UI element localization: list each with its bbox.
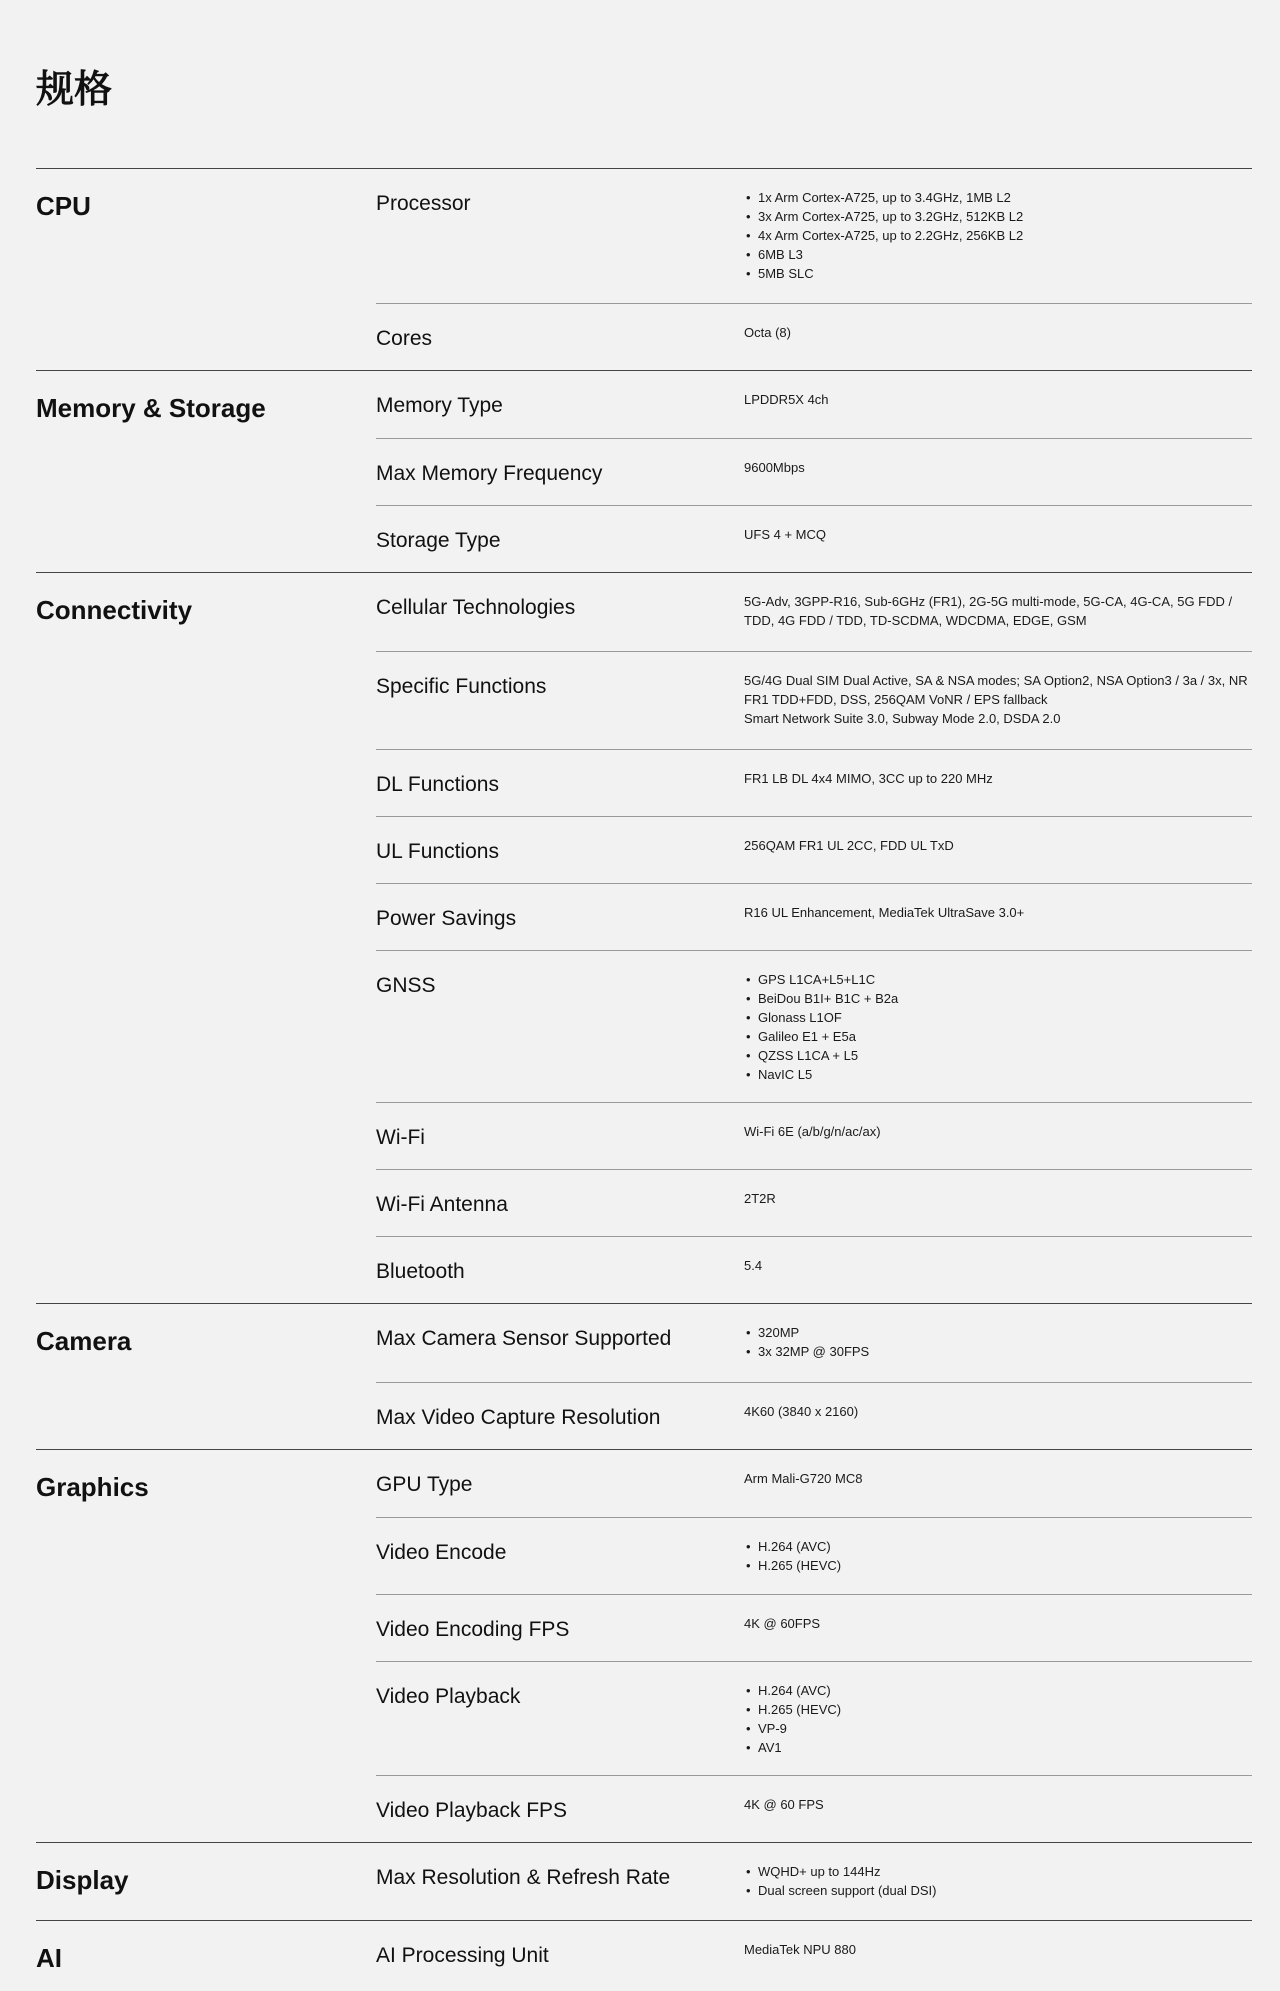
spec-value — [744, 1121, 1252, 1169]
spec-value — [744, 1613, 1252, 1661]
spec-value-item: • H.265 (HEVC) — [744, 1700, 1252, 1719]
section-graphics — [36, 1449, 1252, 1842]
spec-value-list — [744, 970, 1252, 1084]
spec-row-video-encode — [376, 1517, 1252, 1594]
spec-value-item: • Dual screen support (dual DSI) — [744, 1881, 1252, 1900]
spec-label: UL Functions — [376, 840, 499, 863]
spec-value — [744, 768, 1252, 816]
spec-label: Max Memory Frequency — [376, 462, 603, 485]
section-camera — [36, 1303, 1252, 1449]
spec-label: Video Encode — [376, 1541, 507, 1564]
spec-value-item: • 3x 32MP @ 30FPS — [744, 1342, 1252, 1361]
spec-rows — [376, 169, 1252, 370]
section-title: Display — [36, 1865, 129, 1895]
spec-value-item: • H.264 (AVC) — [744, 1537, 1252, 1556]
section-title: Connectivity — [36, 595, 193, 625]
spec-value-text: 4K @ 60FPS — [744, 1616, 821, 1631]
spec-label: Max Camera Sensor Supported — [376, 1327, 672, 1350]
spec-value-item: • H.264 (AVC) — [744, 1681, 1252, 1700]
spec-label: DL Functions — [376, 773, 499, 796]
spec-value-text: 4K @ 60 FPS — [744, 1797, 824, 1812]
spec-row-wi-fi — [376, 1102, 1252, 1169]
spec-row-video-playback — [376, 1661, 1252, 1775]
spec-row-processor — [376, 169, 1252, 303]
spec-value-list — [744, 188, 1252, 283]
spec-value-text: MediaTek NPU 880 — [744, 1942, 856, 1957]
spec-value — [744, 1939, 1252, 1991]
spec-value-text: Smart Network Suite 3.0, Subway Mode 2.0, DSDA 2.0 — [744, 711, 1061, 726]
spec-label: Memory Type — [376, 394, 503, 417]
spec-label: GPU Type — [376, 1473, 473, 1496]
spec-value — [744, 1188, 1252, 1236]
spec-value-item: • GPS L1CA+L5+L1C — [744, 970, 1252, 989]
spec-row-memory-type — [376, 371, 1252, 438]
spec-label: Processor — [376, 192, 471, 215]
spec-row-specific-functions — [376, 651, 1252, 749]
spec-value-list — [744, 1862, 1252, 1900]
spec-value — [744, 524, 1252, 572]
spec-value — [744, 1536, 1252, 1594]
spec-value — [744, 389, 1252, 438]
spec-rows — [376, 1450, 1252, 1842]
spec-value-item: • NavIC L5 — [744, 1065, 1252, 1084]
spec-label: Wi-Fi Antenna — [376, 1193, 508, 1216]
spec-value — [744, 670, 1252, 749]
spec-value-item: • 3x Arm Cortex-A725, up to 3.2GHz, 512KB L2 — [744, 207, 1252, 226]
section-title: Graphics — [36, 1472, 149, 1502]
spec-value-text: R16 UL Enhancement, MediaTek UltraSave 3.0+ — [744, 905, 1025, 920]
section-title: Memory & Storage — [36, 393, 266, 423]
spec-value-text: Wi-Fi 6E (a/b/g/n/ac/ax) — [744, 1124, 881, 1139]
spec-value-text: 5G-Adv, 3GPP-R16, Sub-6GHz (FR1), 2G-5G multi-mode, 5G-CA, 4G-CA, 5G FDD / TDD, 4G FDD / TDD, TD-SCDMA, WDCDMA, EDGE, GSM — [744, 594, 1233, 628]
spec-label: Wi-Fi — [376, 1126, 425, 1149]
spec-row-bluetooth — [376, 1236, 1252, 1303]
spec-value-list — [744, 1537, 1252, 1575]
section-display — [36, 1842, 1252, 1920]
spec-label: Video Encoding FPS — [376, 1618, 570, 1641]
spec-value — [744, 187, 1252, 303]
spec-label: Power Savings — [376, 907, 517, 930]
spec-value-text: Octa (8) — [744, 325, 791, 340]
spec-label: Cores — [376, 327, 433, 350]
spec-row-gnss — [376, 950, 1252, 1102]
spec-value-text: 256QAM FR1 UL 2CC, FDD UL TxD — [744, 838, 954, 853]
spec-label: Specific Functions — [376, 675, 547, 698]
spec-row-max-memory-frequency — [376, 438, 1252, 505]
spec-value — [744, 591, 1252, 651]
section-connectivity — [36, 572, 1252, 1303]
spec-value-list — [744, 1323, 1252, 1361]
spec-value-text: LPDDR5X 4ch — [744, 392, 829, 407]
spec-value-text: 5.4 — [744, 1258, 763, 1273]
spec-label: Video Playback — [376, 1685, 521, 1708]
spec-label: Cellular Technologies — [376, 596, 576, 619]
section-memory-and-storage — [36, 370, 1252, 572]
spec-value — [744, 969, 1252, 1102]
section-title: CPU — [36, 191, 91, 221]
spec-row-max-resolution-and-refresh-rate — [376, 1843, 1252, 1920]
spec-value — [744, 1255, 1252, 1303]
spec-label: Max Resolution & Refresh Rate — [376, 1866, 671, 1889]
spec-label: Bluetooth — [376, 1260, 465, 1283]
spec-label: Max Video Capture Resolution — [376, 1406, 661, 1429]
spec-value-item: • VP-9 — [744, 1719, 1252, 1738]
spec-row-ai-processing-unit — [376, 1921, 1252, 1991]
spec-value-text: FR1 LB DL 4x4 MIMO, 3CC up to 220 MHz — [744, 771, 993, 786]
section-ai — [36, 1920, 1252, 1991]
spec-value-text: 2T2R — [744, 1191, 776, 1206]
spec-value — [744, 1401, 1252, 1449]
spec-value-item: • 6MB L3 — [744, 245, 1252, 264]
spec-value-item: • QZSS L1CA + L5 — [744, 1046, 1252, 1065]
spec-value — [744, 1794, 1252, 1842]
spec-rows — [376, 573, 1252, 1303]
spec-value-item: • WQHD+ up to 144Hz — [744, 1862, 1252, 1881]
spec-label: Storage Type — [376, 529, 501, 552]
spec-label: AI Processing Unit — [376, 1944, 549, 1967]
spec-value-item: • Glonass L1OF — [744, 1008, 1252, 1027]
spec-value — [744, 835, 1252, 883]
spec-value — [744, 457, 1252, 505]
spec-row-cores — [376, 303, 1252, 370]
spec-row-power-savings — [376, 883, 1252, 950]
page-title: 规格 — [36, 69, 113, 111]
spec-row-cellular-technologies — [376, 573, 1252, 651]
spec-value — [744, 1322, 1252, 1382]
spec-row-gpu-type — [376, 1450, 1252, 1517]
spec-value-item: • H.265 (HEVC) — [744, 1556, 1252, 1575]
spec-row-wi-fi-antenna — [376, 1169, 1252, 1236]
spec-rows — [376, 371, 1252, 572]
spec-table — [36, 168, 1252, 1991]
spec-value-text: UFS 4 + MCQ — [744, 527, 826, 542]
spec-value-item: • Galileo E1 + E5a — [744, 1027, 1252, 1046]
spec-row-dl-functions — [376, 749, 1252, 816]
section-cpu — [36, 168, 1252, 370]
spec-value-item: • 5MB SLC — [744, 264, 1252, 283]
spec-label: Video Playback FPS — [376, 1799, 568, 1822]
spec-value-item: • 4x Arm Cortex-A725, up to 2.2GHz, 256KB L2 — [744, 226, 1252, 245]
spec-value-text: 9600Mbps — [744, 460, 805, 475]
spec-rows — [376, 1843, 1252, 1920]
spec-label: GNSS — [376, 974, 436, 997]
spec-value — [744, 1680, 1252, 1775]
spec-row-max-camera-sensor-supported — [376, 1304, 1252, 1382]
spec-value-list — [744, 1681, 1252, 1757]
spec-row-max-video-capture-resolution — [376, 1382, 1252, 1449]
spec-value-text: Arm Mali-G720 MC8 — [744, 1471, 863, 1486]
spec-value — [744, 1468, 1252, 1517]
spec-row-ul-functions — [376, 816, 1252, 883]
spec-value-item: • AV1 — [744, 1738, 1252, 1757]
spec-value — [744, 322, 1252, 370]
spec-value — [744, 902, 1252, 950]
spec-value-item: • 1x Arm Cortex-A725, up to 3.4GHz, 1MB L2 — [744, 188, 1252, 207]
section-title: Camera — [36, 1326, 132, 1356]
section-title: AI — [36, 1943, 62, 1973]
spec-row-video-playback-fps — [376, 1775, 1252, 1842]
spec-rows — [376, 1304, 1252, 1449]
spec-row-video-encoding-fps — [376, 1594, 1252, 1661]
spec-value-item: • 320MP — [744, 1323, 1252, 1342]
spec-value-item: • BeiDou B1I+ B1C + B2a — [744, 989, 1252, 1008]
spec-rows — [376, 1921, 1252, 1991]
spec-value-text: 4K60 (3840 x 2160) — [744, 1404, 859, 1419]
spec-value — [744, 1861, 1252, 1920]
spec-row-storage-type — [376, 505, 1252, 572]
spec-value-text: 5G/4G Dual SIM Dual Active, SA & NSA modes; SA Option2, NSA Option3 / 3a / 3x, NR FR1 TDD+FDD, DSS, 256QAM VoNR / EPS fallback — [744, 673, 1248, 707]
